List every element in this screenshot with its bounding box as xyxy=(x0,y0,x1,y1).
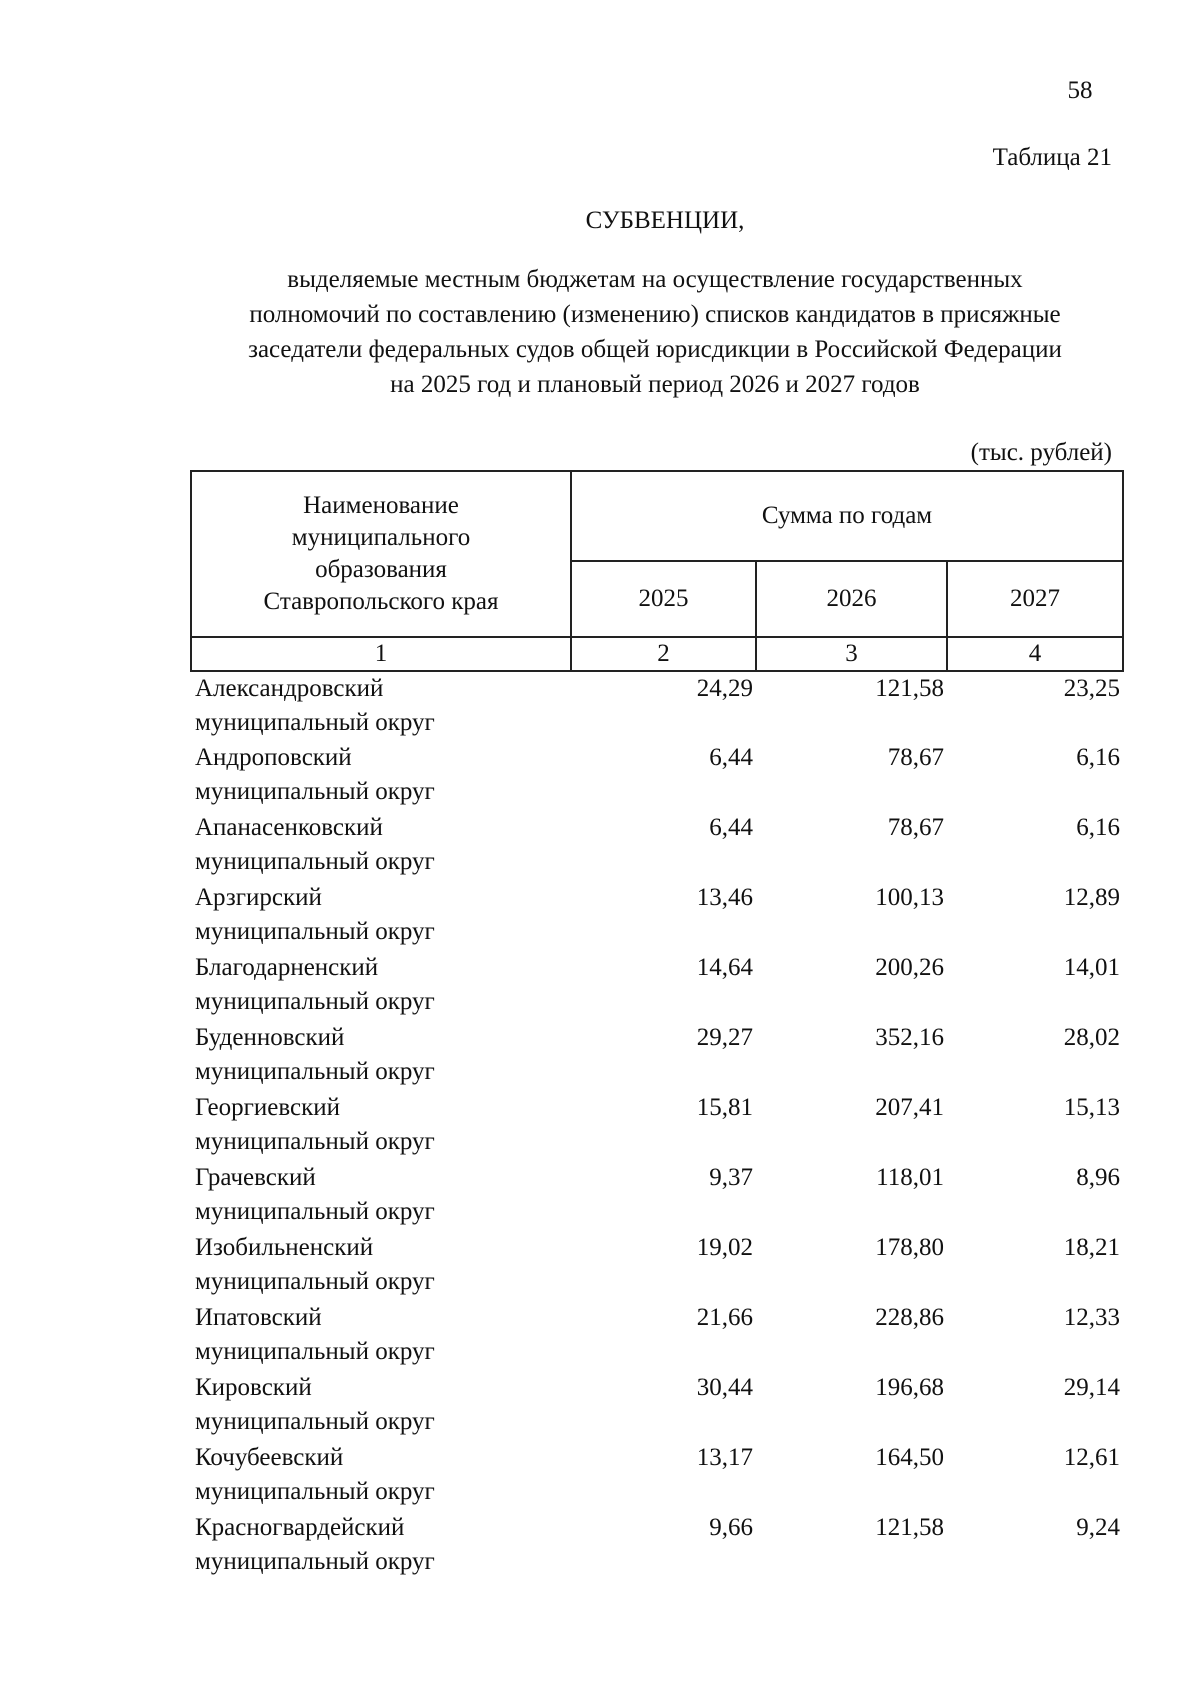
municipality-type: муниципальный округ xyxy=(195,1058,435,1085)
subtitle-line: на 2025 год и плановый период 2026 и 2027 годов xyxy=(390,371,920,398)
value-2025: 21,66 xyxy=(696,1304,753,1331)
value-2025: 13,17 xyxy=(696,1444,753,1471)
table-row xyxy=(191,1441,1123,1511)
municipality-name: Георгиевский xyxy=(195,1094,341,1121)
value-2026: 118,01 xyxy=(876,1164,944,1191)
table-row xyxy=(191,1511,1123,1581)
value-2027: 12,89 xyxy=(1063,884,1120,911)
value-2026: 78,67 xyxy=(887,814,944,841)
header-municipality-name xyxy=(191,471,571,637)
table-row xyxy=(191,1161,1123,1231)
value-2026: 164,50 xyxy=(875,1444,944,1471)
table-body xyxy=(191,671,1123,1581)
municipality-name-cell xyxy=(191,951,571,1021)
value-2025: 14,64 xyxy=(696,954,753,981)
municipality-name-cell xyxy=(191,811,571,881)
value-2026: 100,13 xyxy=(875,884,944,911)
municipality-name-cell xyxy=(191,881,571,951)
municipality-name: Кировский xyxy=(195,1374,312,1401)
table-row xyxy=(191,1301,1123,1371)
value-2026: 78,67 xyxy=(887,744,944,771)
value-2025: 6,44 xyxy=(709,744,753,771)
table-row xyxy=(191,1371,1123,1441)
table-row xyxy=(191,1091,1123,1161)
municipality-type: муниципальный округ xyxy=(195,1198,435,1225)
municipality-type: муниципальный округ xyxy=(195,1268,435,1295)
municipality-name: Андроповский xyxy=(195,744,352,771)
municipality-type: муниципальный округ xyxy=(195,1478,435,1505)
municipality-name-cell xyxy=(191,1021,571,1091)
value-2025: 6,44 xyxy=(709,814,753,841)
municipality-name-cell xyxy=(191,1231,571,1301)
municipality-name: Ипатовский xyxy=(195,1304,322,1331)
document-title: СУБВЕНЦИИ, xyxy=(585,207,745,234)
subventions-table xyxy=(190,470,1124,1581)
municipality-type: муниципальный округ xyxy=(195,1408,435,1435)
table-label: Таблица 21 xyxy=(992,144,1112,171)
value-2026: 121,58 xyxy=(875,1514,944,1541)
table-row xyxy=(191,811,1123,881)
municipality-name: Арзгирский xyxy=(195,884,322,911)
value-2027: 6,16 xyxy=(1076,814,1120,841)
value-2026: 207,41 xyxy=(875,1094,944,1121)
municipality-name-cell xyxy=(191,741,571,811)
table-row xyxy=(191,741,1123,811)
value-2025: 19,02 xyxy=(696,1234,753,1261)
value-2026: 228,86 xyxy=(875,1304,944,1331)
municipality-name: Буденновский xyxy=(195,1024,345,1051)
value-2027: 12,61 xyxy=(1063,1444,1120,1471)
municipality-name: Красногвардейский xyxy=(195,1514,405,1541)
municipality-name: Апанасенковский xyxy=(195,814,383,841)
value-2025: 15,81 xyxy=(696,1094,753,1121)
value-2027: 18,21 xyxy=(1063,1234,1120,1261)
municipality-type: муниципальный округ xyxy=(195,709,435,736)
table-row xyxy=(191,881,1123,951)
municipality-name-cell xyxy=(191,1371,571,1441)
municipality-type: муниципальный округ xyxy=(195,778,435,805)
value-2027: 28,02 xyxy=(1063,1024,1120,1051)
value-2027: 6,16 xyxy=(1076,744,1120,771)
table-row xyxy=(191,951,1123,1021)
table-row xyxy=(191,1021,1123,1091)
header-year-2027: 2027 xyxy=(947,561,1123,637)
value-2027: 15,13 xyxy=(1063,1094,1120,1121)
municipality-type: муниципальный округ xyxy=(195,848,435,875)
column-number-2: 2 xyxy=(571,637,756,671)
subtitle-line: полномочий по составлению (изменению) списков кандидатов в присяжные xyxy=(249,301,1061,328)
value-2026: 200,26 xyxy=(875,954,944,981)
column-number-1: 1 xyxy=(191,637,571,671)
column-number-4: 4 xyxy=(947,637,1123,671)
municipality-type: муниципальный округ xyxy=(195,1128,435,1155)
municipality-name-cell xyxy=(191,671,571,741)
value-2025: 9,66 xyxy=(709,1514,753,1541)
value-2026: 196,68 xyxy=(875,1374,944,1401)
header-year-2025: 2025 xyxy=(571,561,756,637)
units-label: (тыс. рублей) xyxy=(970,439,1112,466)
document-subtitle xyxy=(190,262,1120,402)
municipality-name-cell xyxy=(191,1301,571,1371)
column-number-3: 3 xyxy=(756,637,947,671)
municipality-type: муниципальный округ xyxy=(195,1548,435,1575)
value-2026: 352,16 xyxy=(875,1024,944,1051)
municipality-name-cell xyxy=(191,1511,571,1581)
header-municipality-label: Наименование муниципального образования Ставропольского края xyxy=(263,492,499,615)
municipality-name-cell xyxy=(191,1441,571,1511)
subtitle-line: заседатели федеральных судов общей юрисдикции в Российской Федерации xyxy=(248,336,1062,363)
municipality-name: Грачевский xyxy=(195,1164,316,1191)
municipality-name: Кочубеевский xyxy=(195,1444,344,1471)
value-2025: 13,46 xyxy=(696,884,753,911)
municipality-type: муниципальный округ xyxy=(195,918,435,945)
municipality-name: Александровский xyxy=(195,675,384,702)
value-2027: 12,33 xyxy=(1063,1304,1120,1331)
value-2026: 178,80 xyxy=(875,1234,944,1261)
value-2027: 9,24 xyxy=(1076,1514,1120,1541)
value-2025: 24,29 xyxy=(696,675,753,702)
header-sum-by-years: Сумма по годам xyxy=(571,471,1123,561)
municipality-name: Благодарненский xyxy=(195,954,379,981)
value-2027: 23,25 xyxy=(1063,675,1120,702)
value-2027: 8,96 xyxy=(1076,1164,1120,1191)
header-year-2026: 2026 xyxy=(756,561,947,637)
value-2027: 14,01 xyxy=(1063,954,1120,981)
page-number: 58 xyxy=(1067,77,1093,104)
value-2025: 9,37 xyxy=(709,1164,753,1191)
municipality-name-cell xyxy=(191,1161,571,1231)
value-2026: 121,58 xyxy=(875,675,944,702)
municipality-type: муниципальный округ xyxy=(195,988,435,1015)
municipality-type: муниципальный округ xyxy=(195,1338,435,1365)
value-2025: 30,44 xyxy=(696,1374,753,1401)
table-row xyxy=(191,1231,1123,1301)
value-2025: 29,27 xyxy=(696,1024,753,1051)
municipality-name-cell xyxy=(191,1091,571,1161)
table-row xyxy=(191,671,1123,741)
subtitle-line: выделяемые местным бюджетам на осуществление государственных xyxy=(287,266,1023,293)
value-2027: 29,14 xyxy=(1063,1374,1120,1401)
municipality-name: Изобильненский xyxy=(195,1234,374,1261)
